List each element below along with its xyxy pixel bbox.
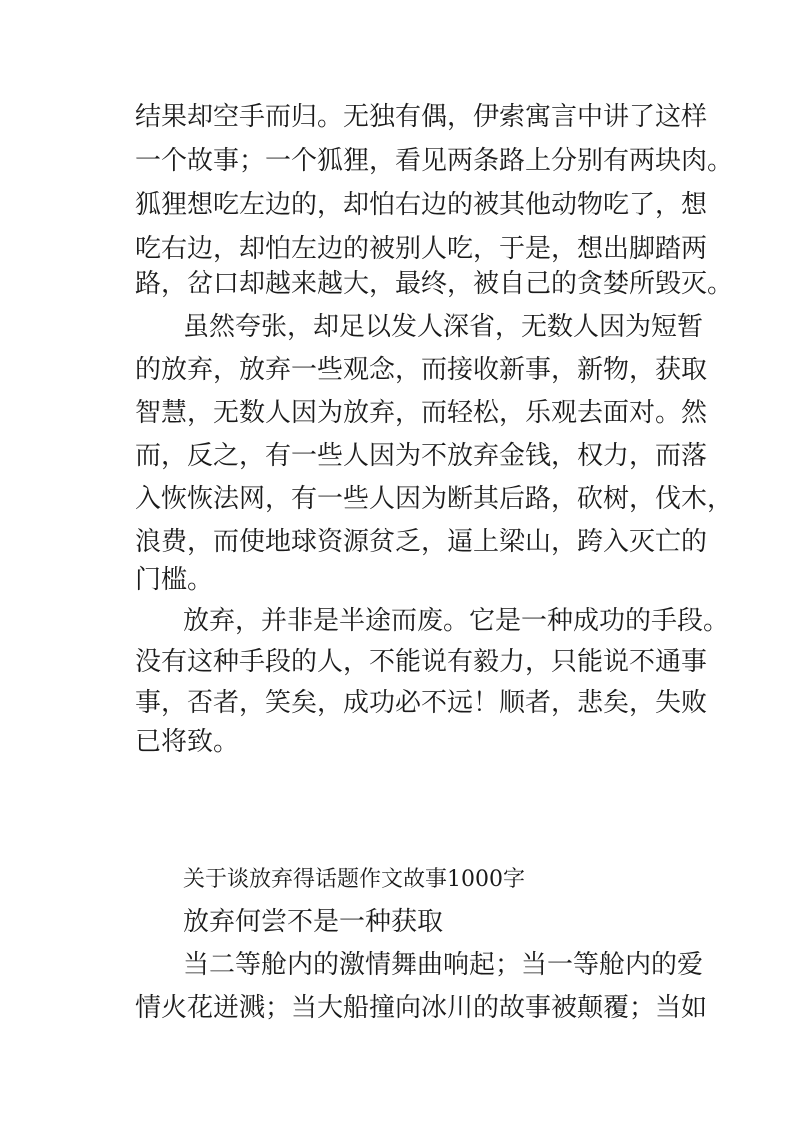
text-line-14: 没有这种手段的人，不能说有毅力，只能说不通事 — [135, 647, 708, 677]
text-line-6: 虽然夸张，却足以发人深省，无数人因为短暂 — [183, 312, 704, 342]
text-line-13: 放弃，并非是半途而废。它是一种成功的手段。 — [183, 606, 730, 636]
text-line-20: 情火花迸溅；当大船撞向冰川的故事被颠覆；当如 — [135, 993, 708, 1023]
text-line-5: 路，岔口却越来越大，最终，被自己的贪婪所毁灭。 — [135, 269, 734, 299]
text-line-15: 事，否者，笑矣，成功必不远！顺者，悲矣，失败 — [135, 688, 708, 718]
article-subtitle: 放弃何尝不是一种获取 — [183, 907, 444, 937]
text-line-1: 结果却空手而归。无独有偶，伊索寓言中讲了这样 — [135, 102, 708, 132]
text-line-16: 已将致。 — [135, 727, 240, 757]
text-line-8: 智慧，无数人因为放弃，而轻松，乐观去面对。然 — [135, 398, 708, 428]
text-line-3: 狐狸想吃左边的，却怕右边的被其他动物吃了，想 — [135, 190, 708, 220]
text-line-9: 而，反之，有一些人因为不放弃金钱，权力，而落 — [135, 441, 708, 471]
text-line-19: 当二等舱内的激情舞曲响起；当一等舱内的爱 — [183, 950, 704, 980]
text-line-7: 的放弃，放弃一些观念，而接收新事，新物，获取 — [135, 355, 708, 385]
text-line-12: 门槛。 — [135, 565, 214, 595]
text-line-10: 入恢恢法网，有一些人因为断其后路，砍树，伐木， — [135, 484, 734, 514]
text-line-2: 一个故事；一个狐狸，看见两条路上分别有两块肉。 — [135, 146, 734, 176]
article-title: 关于谈放弃得话题作文故事1000字 — [183, 867, 525, 892]
text-line-4: 吃右边，却怕左边的被别人吃，于是，想出脚踏两 — [135, 234, 708, 264]
text-line-11: 浪费，而使地球资源贫乏，逼上梁山，跨入灭亡的 — [135, 527, 708, 557]
